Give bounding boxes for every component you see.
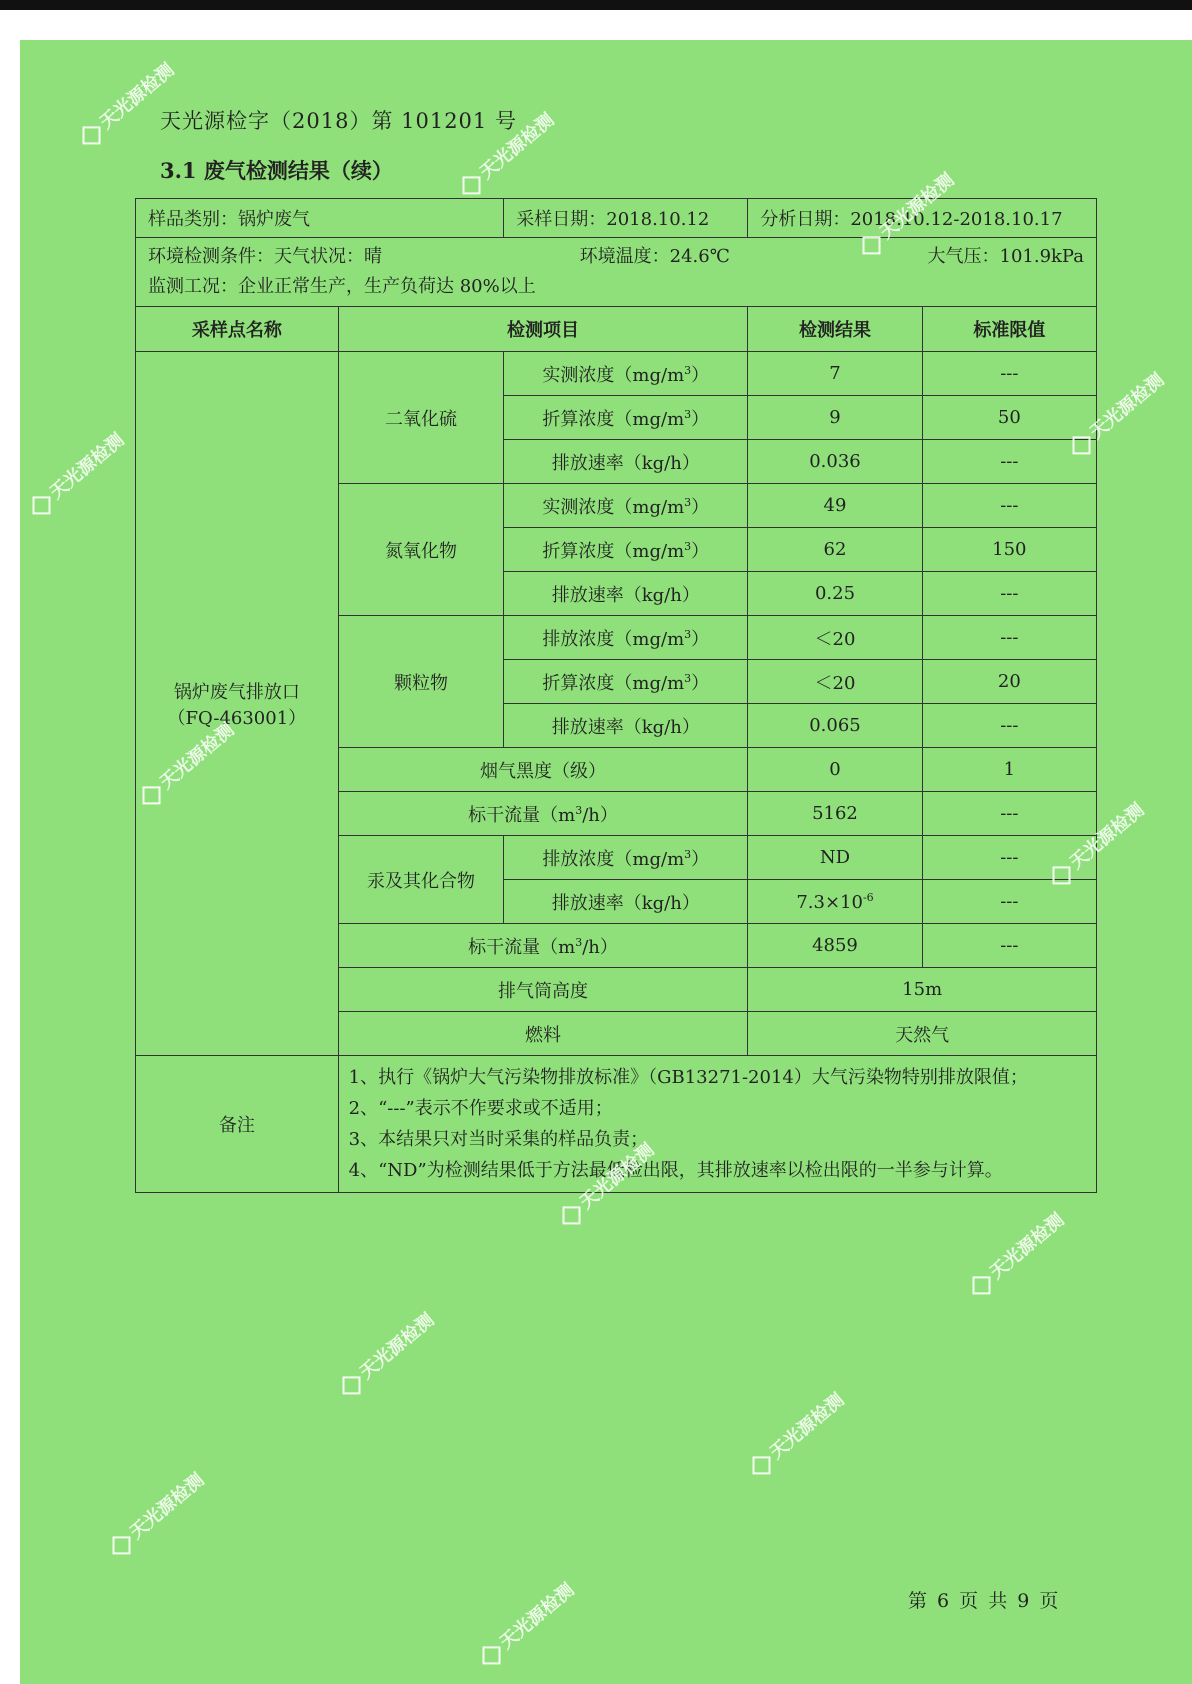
- result-value: 0: [748, 748, 922, 792]
- result-value: 15m: [748, 968, 1097, 1012]
- limit-value: ---: [922, 880, 1096, 924]
- limit-value: ---: [922, 440, 1096, 484]
- col-limit: 标准限值: [922, 307, 1096, 352]
- site-code: （FQ-463001）: [167, 707, 307, 729]
- limit-value: 50: [922, 396, 1096, 440]
- work-condition: 监测工况：企业正常生产，生产负荷达 80%以上: [148, 276, 536, 297]
- note-item: 2、“---”表示不作要求或不适用；: [348, 1098, 613, 1119]
- item-label: 排放速率（kg/h）: [504, 880, 748, 924]
- limit-value: ---: [922, 484, 1096, 528]
- watermark: 天光源检测: [335, 1306, 439, 1399]
- group-so2: 二氧化硫: [338, 352, 504, 484]
- limit-value: ---: [922, 836, 1096, 880]
- result-value: 62: [748, 528, 922, 572]
- watermark-logo-icon: [973, 1276, 991, 1294]
- result-value: 5162: [748, 792, 922, 836]
- watermark-logo-icon: [33, 496, 51, 514]
- item-label: 实测浓度$(mg/m^3)$: [504, 484, 748, 528]
- result-value: 0.065: [748, 704, 922, 748]
- limit-value: 150: [922, 528, 1096, 572]
- limit-value: ---: [922, 704, 1096, 748]
- result-value: ND: [748, 836, 922, 880]
- watermark-logo-icon: [483, 1646, 501, 1664]
- sample-type: 样品类别：锅炉废气: [136, 199, 504, 238]
- result-value: 4859: [748, 924, 922, 968]
- result-value: $7.3\times 10^{-6}$: [748, 880, 922, 924]
- watermark: 天光源检测: [25, 426, 129, 519]
- item-label: 排气筒高度: [338, 968, 748, 1012]
- result-value: ＜20: [748, 660, 922, 704]
- result-value: ＜20: [748, 616, 922, 660]
- watermark: 天光源检测: [745, 1386, 849, 1479]
- item-label: 烟气黑度（级）: [338, 748, 748, 792]
- limit-value: ---: [922, 792, 1096, 836]
- limit-value: ---: [922, 924, 1096, 968]
- page-number: 第 6 页 共 9 页: [908, 1590, 1061, 1612]
- sampling-date: 采样日期：2018.10.12: [504, 199, 748, 238]
- watermark: 天光源检测: [965, 1206, 1069, 1299]
- notes-label: 备注: [136, 1056, 339, 1193]
- item-label: 排放速率（kg/h）: [504, 440, 748, 484]
- item-label: 标干流量$(m^3/h)$: [338, 792, 748, 836]
- exhaust-gas-results-table: [135, 198, 1097, 1193]
- environment-row: [136, 238, 1097, 307]
- table-row: [136, 352, 1097, 396]
- item-label: 排放速率（kg/h）: [504, 704, 748, 748]
- column-header-row: [136, 307, 1097, 352]
- watermark: 天光源检测: [105, 1466, 209, 1559]
- atmospheric-pressure: 大气压：101.9kPa: [927, 246, 1084, 267]
- group-pm: 颗粒物: [338, 616, 504, 748]
- notes-content: [338, 1056, 1096, 1193]
- watermark: 天光源检测: [855, 166, 959, 259]
- watermark: 天光源检测: [455, 106, 559, 199]
- note-item: 1、执行《锅炉大气污染物排放标准》（GB13271-2014）大气污染物特别排放限值；: [348, 1067, 1028, 1088]
- item-label: 折算浓度$(mg/m^3)$: [504, 528, 748, 572]
- group-hg: 汞及其化合物: [338, 836, 504, 924]
- env-temperature: 环境温度：24.6℃: [579, 246, 730, 267]
- report-number: 天光源检字（2018）第 101201 号: [160, 109, 517, 133]
- scan-top-edge: [0, 0, 1192, 10]
- item-label: 排放浓度$(mg/m^3)$: [504, 616, 748, 660]
- note-item: 3、本结果只对当时采集的样品负责；: [348, 1129, 649, 1150]
- col-result: 检测结果: [748, 307, 922, 352]
- watermark: 天光源检测: [135, 716, 239, 809]
- item-label: 排放浓度$(mg/m^3)$: [504, 836, 748, 880]
- limit-value: ---: [922, 572, 1096, 616]
- watermark-logo-icon: [343, 1376, 361, 1394]
- watermark-logo-icon: [463, 176, 481, 194]
- col-site: 采样点名称: [136, 307, 339, 352]
- watermark-logo-icon: [113, 1536, 131, 1554]
- watermark: 天光源检测: [75, 56, 179, 149]
- watermark-logo-icon: [1053, 866, 1071, 884]
- limit-value: ---: [922, 352, 1096, 396]
- item-label: 实测浓度$(mg/m^3)$: [504, 352, 748, 396]
- limit-value: 1: [922, 748, 1096, 792]
- item-label: 标干流量$(m^3/h)$: [338, 924, 748, 968]
- note-item: 4、“ND”为检测结果低于方法最低检出限，其排放速率以检出限的一半参与计算。: [348, 1160, 1003, 1181]
- watermark-logo-icon: [753, 1456, 771, 1474]
- result-value: 天然气: [748, 1012, 1097, 1056]
- section-title: 3.1 废气检测结果（续）: [160, 158, 393, 183]
- analysis-date: 分析日期：2018.10.12-2018.10.17: [748, 199, 1097, 238]
- result-value: 9: [748, 396, 922, 440]
- info-row: [136, 199, 1097, 238]
- watermark: 天光源检测: [1065, 366, 1169, 459]
- limit-value: 20: [922, 660, 1096, 704]
- result-value: 49: [748, 484, 922, 528]
- item-label: 折算浓度$(mg/m^3)$: [504, 660, 748, 704]
- watermark-logo-icon: [83, 126, 101, 144]
- item-label: 排放速率（kg/h）: [504, 572, 748, 616]
- item-label: 折算浓度$(mg/m^3)$: [504, 396, 748, 440]
- item-label: 燃料: [338, 1012, 748, 1056]
- watermark: 天光源检测: [1045, 796, 1149, 889]
- watermark: 天光源检测: [475, 1576, 579, 1669]
- watermark: 天光源检测: [555, 1136, 659, 1229]
- limit-value: ---: [922, 616, 1096, 660]
- watermark-logo-icon: [863, 236, 881, 254]
- result-value: 0.25: [748, 572, 922, 616]
- watermark-logo-icon: [143, 786, 161, 804]
- group-nox: 氮氧化物: [338, 484, 504, 616]
- env-conditions: 环境检测条件：天气状况：晴: [148, 246, 382, 267]
- watermark-logo-icon: [1073, 436, 1091, 454]
- watermark-logo-icon: [563, 1206, 581, 1224]
- site-name: 锅炉废气排放口: [173, 681, 300, 703]
- result-value: 7: [748, 352, 922, 396]
- environment-cell: [136, 238, 1097, 307]
- site-name-cell: [136, 352, 339, 1056]
- col-item: 检测项目: [338, 307, 748, 352]
- result-value: 0.036: [748, 440, 922, 484]
